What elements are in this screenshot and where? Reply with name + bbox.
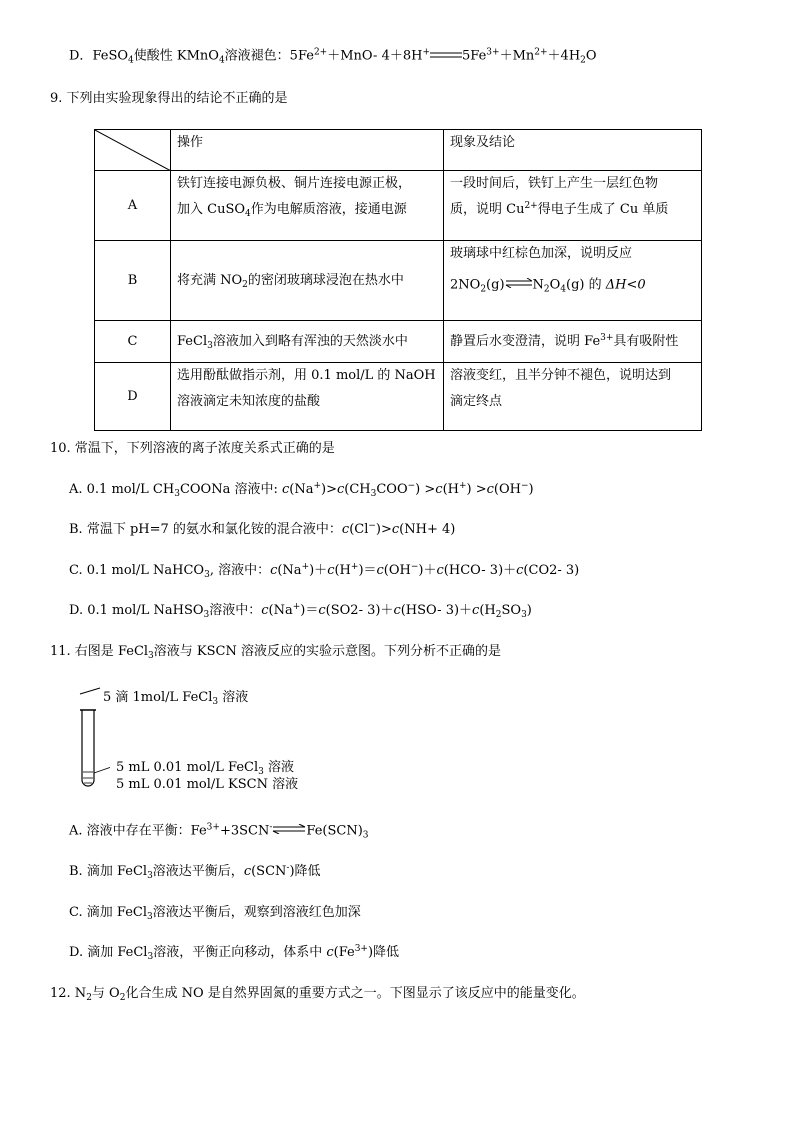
experiment-table (94, 129, 702, 431)
dropper-label: 5 滴 1mol/L FeCl$_3$ 溶液 (103, 690, 249, 707)
option-d-prev: D．FeSO$_4$使酸性 KMnO$_4$溶液褪色：$5Fe^{2+}+MnO-$ 4＋8H+ $5Fe^{3+}+Mn^{2+}+4H_2O$ (69, 47, 597, 66)
tube-label-fecl3: 5 mL 0.01 mol/L FeCl$_3$ 溶液 (116, 760, 295, 777)
diagonal-line-icon (95, 130, 171, 171)
test-tube-figure (70, 680, 330, 795)
question-12-stem: 12. $N_2$与 $O_2$化合生成 NO 是自然界固氮的重要方式之一。下图显示了该反应中的能量变化。 (50, 986, 585, 1003)
operation-cell: 将充满 $NO_2$的密闭玻璃球浸泡在热水中 (171, 241, 444, 321)
question-11-stem: 11. 右图是 FeCl$_3$溶液与 KSCN 溶液反应的实验示意图。下列分析不正确的是 (50, 644, 501, 661)
tube-label-kscn: 5 mL 0.01 mol/L KSCN 溶液 (116, 777, 299, 792)
equals-double-line-icon (430, 47, 462, 65)
row-label: D (95, 363, 171, 431)
row-label: B (95, 241, 171, 321)
row-label: C (95, 321, 171, 363)
result-cell: 溶液变红，且半分钟不褪色，说明达到 滴定终点 (444, 363, 702, 431)
question-10-stem: 10. 常温下，下列溶液的离子浓度关系式正确的是 (50, 441, 335, 456)
result-cell: 玻璃球中红棕色加深，说明反应 $2NO_2(g)$ $N_2O_4(g)$ 的 ΔH<0 (444, 241, 702, 321)
operation-cell: FeCl$_3$溶液加入到略有浑浊的天然淡水中 (171, 321, 444, 363)
option-c: C. 0.1 mol/L NaHCO$_3$, 溶液中：c(Na+)＋c(H+)＝c(OH−)＋c(HCO- 3)＋c(CO2- 3) (69, 562, 580, 580)
operation-cell: 铁钉连接电源负极、铜片连接电源正极， 加入 CuSO$_4$作为电解质溶液，接通电源 (171, 171, 444, 241)
header-result: 现象及结论 (444, 130, 702, 171)
table-row (95, 241, 702, 321)
question-9-stem: 9. 下列由实验现象得出的结论不正确的是 (50, 91, 288, 106)
equilibrium-arrow-icon (272, 822, 306, 840)
option-d: D. 滴加 FeCl$_3$溶液，平衡正向移动，体系中 $c(Fe^{3+})$降低 (69, 944, 400, 962)
option-c: C. 滴加 FeCl$_3$溶液达平衡后，观察到溶液红色加深 (69, 905, 361, 922)
option-b: B. 滴加 FeCl$_3$溶液达平衡后，c(SCN-)降低 (69, 863, 321, 881)
table-row (95, 321, 702, 363)
option-b: B. 常温下 pH=7 的氨水和氯化铵的混合液中：c(Cl−)>c(NH+ 4) (69, 521, 456, 537)
table-row (95, 171, 702, 241)
option-a: A. 0.1 mol/L $CH_3COONa$ 溶液中: $c(Na^+)>c(CH_3COO^-) >c(H^+) >c(OH^-)$ (69, 481, 534, 499)
option-d: D. 0.1 mol/L NaHSO$_3$溶液中：c(Na+)＝c(SO2- 3)＋c(HSO- $3)+c(H_2SO_3)$ (69, 602, 532, 620)
result-cell: 一段时间后，铁钉上产生一层红色物 质，说明 $Cu^{2+}$得电子生成了 Cu 单质 (444, 171, 702, 241)
option-a: A. 溶液中存在平衡：$Fe^{3+}+3SCN^-$ $Fe(SCN)_3$ (69, 822, 369, 841)
result-cell: 静置后水变澄清，说明 $Fe^{3+}$具有吸附性 (444, 321, 702, 363)
row-label: A (95, 171, 171, 241)
table-row (95, 363, 702, 431)
equilibrium-arrow-icon (505, 267, 533, 303)
operation-cell: 选用酚酞做指示剂，用 0.1 mol/L 的 NaOH 溶液滴定未知浓度的盐酸 (171, 363, 444, 431)
table-corner-cell (95, 130, 171, 171)
header-operation: 操作 (171, 130, 444, 171)
